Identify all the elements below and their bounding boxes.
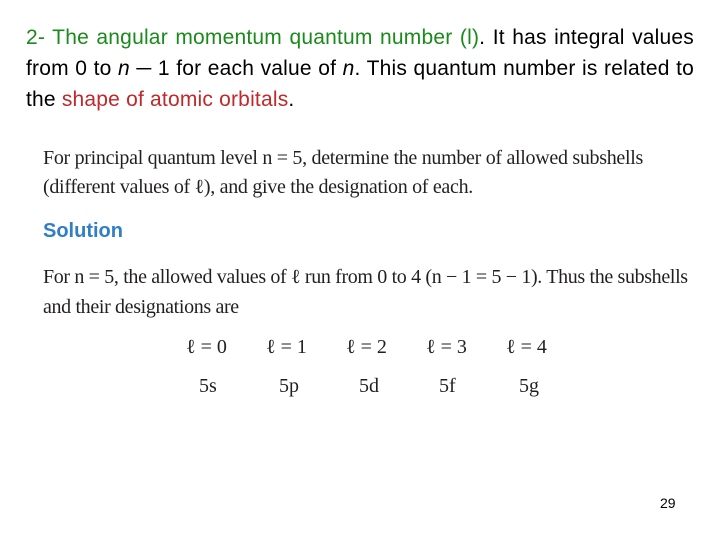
heading-n-variable: n [117,57,130,80]
designations-row [186,375,586,398]
l-value: ℓ = 3 [426,336,467,358]
heading-text-1: It has integral values from 0 to [26,26,695,80]
slide-heading [26,22,694,115]
solution-text: For n = 5, the allowed values of ℓ run from 0 to 4 (n − 1 = 5 − 1). Thus the subshells and their designations are [43,266,688,318]
heading-term: The angular momentum quantum number (l) [52,26,480,49]
subshell-designation: 5f [439,375,456,397]
heading-end: . [288,88,295,111]
heading-dot: . [479,26,486,49]
l-value: ℓ = 4 [506,336,547,358]
subshell-designation: 5p [279,375,299,397]
heading-text-2: ─ 1 for each value of [129,57,343,80]
subshell-designation: 5d [359,375,379,397]
solution-label: Solution [43,220,123,242]
l-value: ℓ = 1 [266,336,307,358]
l-values-row [186,336,586,359]
l-value: ℓ = 2 [346,336,387,358]
question-text: For principal quantum level n = 5, determine the number of allowed subshells (different values of ℓ), and give the designation of each. [43,147,644,198]
subshell-designation: 5g [519,375,539,397]
subshell-designation: 5s [199,375,217,397]
page-number: 29 [660,495,676,511]
heading-n-variable-2: n [342,57,355,80]
heading-highlight: shape of atomic orbitals [61,88,289,111]
l-value: ℓ = 0 [186,336,227,358]
heading-text-3: . This quantum number is related to the [26,57,694,111]
heading-number: 2- [26,26,46,49]
